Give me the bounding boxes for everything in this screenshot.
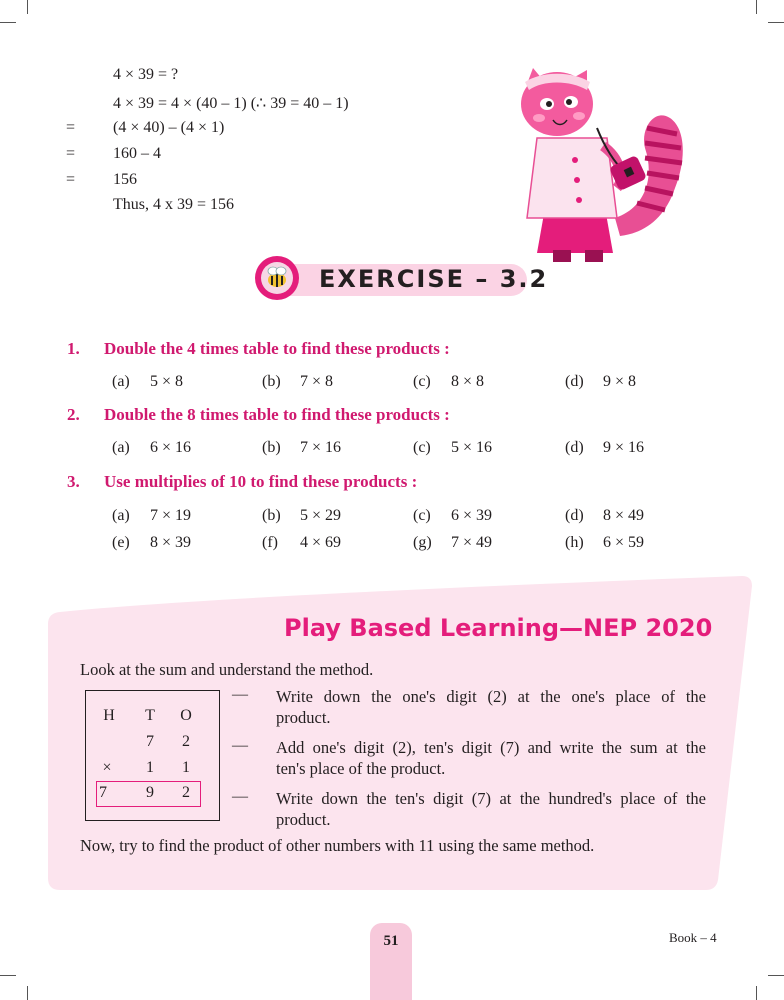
calc-line: 156 [113,171,137,188]
step-dash: — [232,737,248,754]
page-number: 51 [383,933,399,949]
option-item: (d) 9 × 8 [565,373,637,390]
option-item: (b) 5 × 29 [262,507,342,524]
exercise-title: EXERCISE – 3.2 [319,265,549,293]
grid-digit: 2 [182,733,190,750]
option-item: (g) 7 × 49 [413,534,493,551]
calc-line: 160 – 4 [113,145,161,162]
grid-header: T [145,707,155,724]
outro-text: Now, try to find the product of other numbers with 11 using the same method. [80,836,595,855]
option-item: (d) 9 × 16 [565,439,645,456]
question-text: Use multiplies of 10 to find these products : [104,472,418,491]
step-text: Write down the one's digit (2) at the one's place of the product. [276,687,706,727]
multiplication-grid [85,690,220,821]
calc-line: Thus, 4 x 39 = 156 [113,196,235,213]
grid-header: O [180,707,192,724]
calc-equals: = [66,119,76,136]
question-text: Double the 8 times table to find these products : [104,405,450,424]
step-dash: — [232,788,248,805]
calc-line: 4 × 39 = ? [113,66,179,83]
option-item: (c) 8 × 8 [413,373,485,390]
intro-text: Look at the sum and understand the method. [80,660,374,679]
answer-digit: 7 [99,784,107,801]
calc-line: (4 × 40) – (4 × 1) [113,119,225,136]
question-text: Double the 4 times table to find these products : [104,339,450,358]
option-item: (e) 8 × 39 [112,534,192,551]
option-item: (f) 4 × 69 [262,534,342,551]
times-sign: × [102,759,112,776]
step-text: Add one's digit (2), ten's digit (7) and write the sum at the ten's place of the product. [276,738,706,778]
step-text: Write down the ten's digit (7) at the hundred's place of the product. [276,789,706,829]
question-number: 1. [67,339,80,358]
grid-digit: 1 [182,759,190,776]
calc-equals: = [66,145,76,162]
option-item: (b) 7 × 16 [262,439,342,456]
calc-equals: = [66,171,76,188]
grid-digit: 1 [146,759,154,776]
option-item: (h) 6 × 59 [565,534,645,551]
calc-line: 4 × 39 = 4 × (40 – 1) (∴ 39 = 40 – 1) [113,95,349,112]
book-label: Book – 4 [669,930,717,945]
question-number: 2. [67,405,80,424]
option-item: (d) 8 × 49 [565,507,645,524]
option-item: (b) 7 × 8 [262,373,334,390]
question-number: 3. [67,472,80,491]
option-item: (a) 6 × 16 [112,439,192,456]
answer-digit: 2 [182,784,190,801]
grid-header: H [103,707,115,724]
option-item: (c) 6 × 39 [413,507,493,524]
answer-digit: 9 [146,784,154,801]
option-item: (a) 5 × 8 [112,373,184,390]
option-item: (c) 5 × 16 [413,439,493,456]
step-dash: — [232,686,248,703]
grid-digit: 7 [146,733,154,750]
option-item: (a) 7 × 19 [112,507,192,524]
play-based-title: Play Based Learning—NEP 2020 [284,614,713,642]
